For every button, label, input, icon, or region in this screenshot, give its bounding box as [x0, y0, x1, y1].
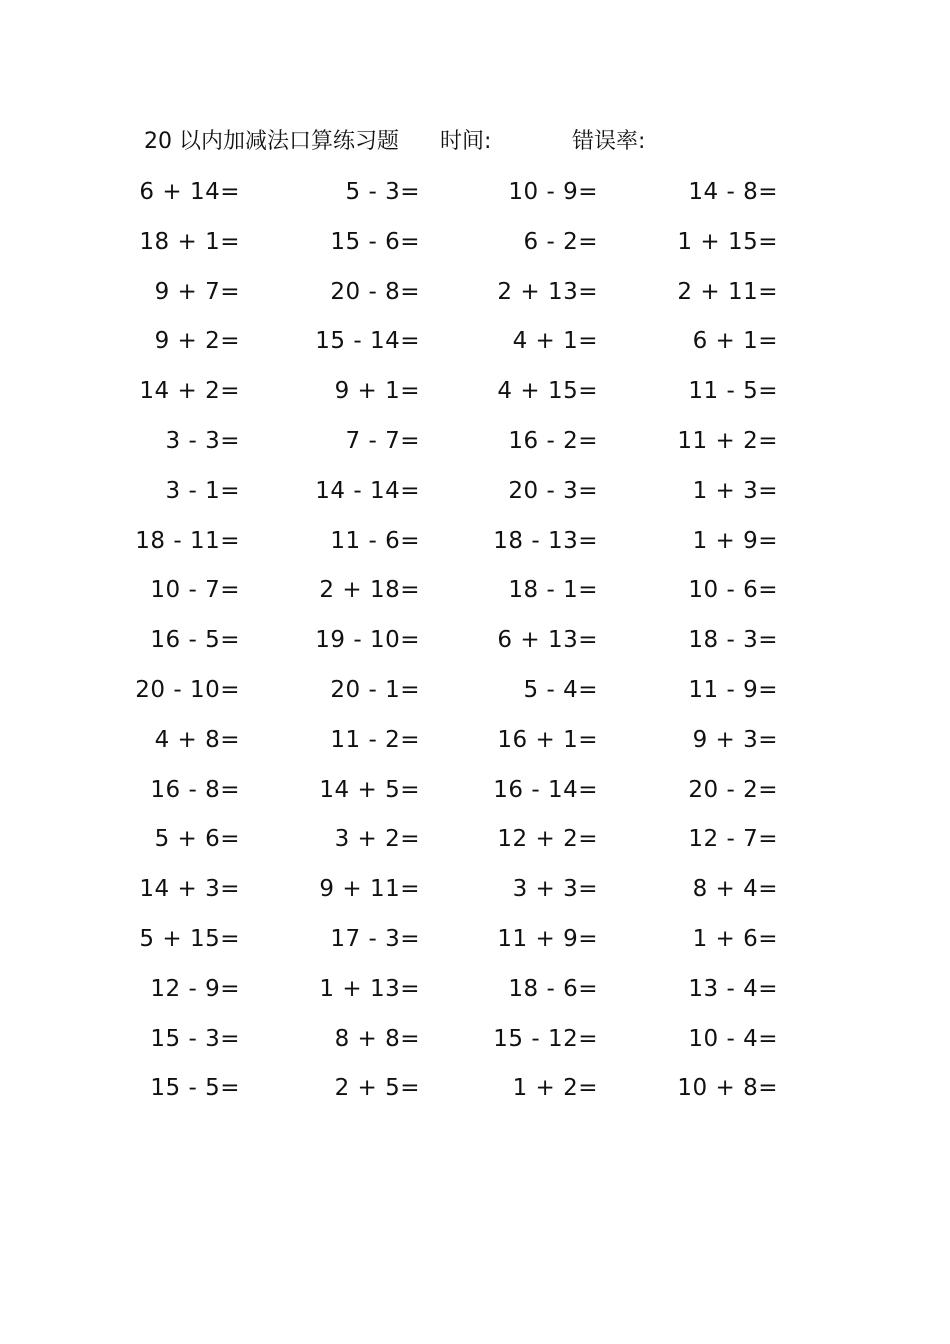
problem-row	[0, 369, 950, 419]
problem-item: 12 - 7=	[688, 826, 778, 853]
problem-item: 10 + 8=	[677, 1075, 778, 1102]
problem-row	[0, 817, 950, 867]
problem-item: 9 + 1=	[334, 378, 420, 405]
problem-item: 2 + 5=	[334, 1075, 420, 1102]
problem-item: 11 + 2=	[677, 427, 778, 454]
problem-item: 4 + 8=	[154, 726, 240, 753]
problem-item: 10 - 4=	[688, 1025, 778, 1052]
problem-item: 9 + 3=	[692, 726, 778, 753]
problem-item: 1 + 15=	[677, 228, 778, 255]
problem-item: 14 + 5=	[319, 776, 420, 803]
problem-item: 6 + 14=	[139, 179, 240, 205]
problem-item: 4 + 15=	[497, 378, 598, 405]
problem-row	[0, 1017, 950, 1067]
problem-item: 11 - 9=	[688, 676, 778, 703]
problem-item: 15 - 3=	[150, 1025, 240, 1052]
problem-item: 6 + 13=	[497, 627, 598, 654]
problem-item: 10 - 9=	[508, 179, 598, 205]
problem-item: 7 - 7=	[345, 427, 420, 454]
problem-item: 11 + 9=	[497, 925, 598, 952]
problem-item: 20 - 1=	[330, 676, 420, 703]
problem-item: 18 + 1=	[139, 228, 240, 255]
problem-item: 14 - 14=	[315, 477, 420, 504]
problem-item: 2 + 13=	[497, 278, 598, 305]
problem-row	[0, 1066, 950, 1116]
problem-item: 11 - 6=	[330, 527, 420, 554]
problem-item: 16 - 2=	[508, 427, 598, 454]
problem-item: 9 + 2=	[154, 328, 240, 355]
problem-row	[0, 270, 950, 320]
problem-item: 6 - 2=	[523, 228, 598, 255]
problem-item: 11 - 5=	[688, 378, 778, 405]
problem-row	[0, 469, 950, 519]
problem-row	[0, 967, 950, 1017]
problem-item: 8 + 8=	[334, 1025, 420, 1052]
problem-item: 10 - 7=	[150, 577, 240, 604]
problem-item: 1 + 2=	[512, 1075, 598, 1102]
problem-item: 1 + 9=	[692, 527, 778, 554]
problem-grid	[0, 170, 950, 1116]
problem-item: 20 - 3=	[508, 477, 598, 504]
problem-item: 4 + 1=	[512, 328, 598, 355]
problem-item: 13 - 4=	[688, 975, 778, 1002]
problem-item: 1 + 13=	[319, 975, 420, 1002]
problem-item: 3 - 3=	[165, 427, 240, 454]
problem-item: 18 - 3=	[688, 627, 778, 654]
problem-item: 18 - 6=	[508, 975, 598, 1002]
problem-item: 14 - 8=	[688, 179, 778, 205]
problem-row	[0, 519, 950, 569]
problem-item: 12 + 2=	[497, 826, 598, 853]
problem-item: 5 - 4=	[523, 676, 598, 703]
problem-item: 16 - 14=	[493, 776, 598, 803]
problem-item: 1 + 3=	[692, 477, 778, 504]
problem-item: 18 - 1=	[508, 577, 598, 604]
problem-item: 14 + 3=	[139, 876, 240, 903]
problem-row	[0, 618, 950, 668]
problem-item: 5 - 3=	[345, 179, 420, 205]
problem-item: 18 - 13=	[493, 527, 598, 554]
problem-row	[0, 917, 950, 967]
problem-row	[0, 668, 950, 718]
problem-item: 20 - 10=	[135, 676, 240, 703]
problem-item: 2 + 18=	[319, 577, 420, 604]
worksheet-title: 20 以内加减法口算练习题	[144, 129, 399, 154]
problem-row	[0, 419, 950, 469]
problem-item: 15 - 12=	[493, 1025, 598, 1052]
problem-row	[0, 867, 950, 917]
problem-item: 9 + 7=	[154, 278, 240, 305]
problem-row	[0, 220, 950, 270]
problem-item: 20 - 2=	[688, 776, 778, 803]
problem-item: 1 + 6=	[692, 925, 778, 952]
problem-item: 3 - 1=	[165, 477, 240, 504]
problem-item: 5 + 6=	[154, 826, 240, 853]
problem-item: 8 + 4=	[692, 876, 778, 903]
problem-item: 18 - 11=	[135, 527, 240, 554]
problem-item: 16 + 1=	[497, 726, 598, 753]
problem-item: 16 - 5=	[150, 627, 240, 654]
problem-row	[0, 768, 950, 818]
problem-item: 12 - 9=	[150, 975, 240, 1002]
problem-item: 2 + 11=	[677, 278, 778, 305]
problem-row	[0, 568, 950, 618]
problem-item: 6 + 1=	[692, 328, 778, 355]
time-label: 时间:	[440, 129, 492, 154]
problem-row	[0, 170, 950, 220]
problem-item: 14 + 2=	[139, 378, 240, 405]
problem-item: 3 + 3=	[512, 876, 598, 903]
problem-item: 15 - 14=	[315, 328, 420, 355]
problem-item: 5 + 15=	[139, 925, 240, 952]
problem-item: 20 - 8=	[330, 278, 420, 305]
problem-item: 11 - 2=	[330, 726, 420, 753]
error-rate-label: 错误率:	[572, 129, 646, 154]
problem-item: 16 - 8=	[150, 776, 240, 803]
problem-item: 10 - 6=	[688, 577, 778, 604]
problem-item: 9 + 11=	[319, 876, 420, 903]
problem-row	[0, 319, 950, 369]
problem-item: 15 - 5=	[150, 1075, 240, 1102]
problem-item: 15 - 6=	[330, 228, 420, 255]
problem-item: 17 - 3=	[330, 925, 420, 952]
problem-item: 19 - 10=	[315, 627, 420, 654]
problem-item: 3 + 2=	[334, 826, 420, 853]
problem-row	[0, 718, 950, 768]
